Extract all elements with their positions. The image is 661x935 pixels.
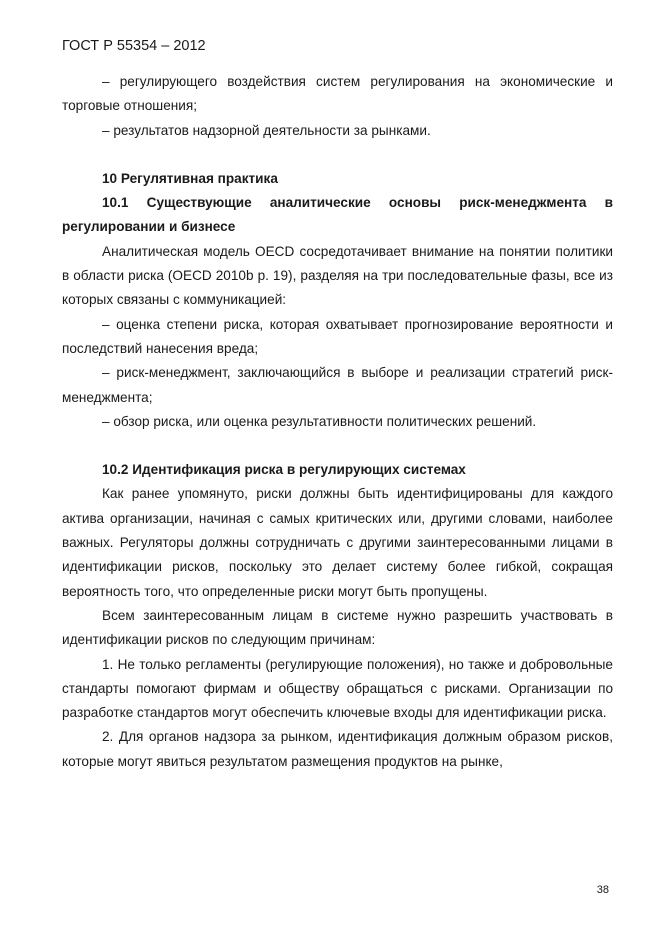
- paragraph: Аналитическая модель OECD сосредотачивает внимание на понятии политики в области риска (OECD 2010b p. 19), разделяя на три последовательные фазы, все из которых связаны с коммуникацией:: [62, 243, 613, 308]
- document-body: [62, 70, 613, 774]
- subsection-heading: 10.1 Существующие аналитические основы риск-менеджмента в регулировании и бизнесе: [62, 195, 613, 235]
- list-item: – оценка степени риска, которая охватывает прогнозирование вероятности и последствий нанесения вреда;: [62, 316, 613, 356]
- subsection-heading: 10.2 Идентификация риска в регулирующих системах: [102, 462, 466, 478]
- list-item: – результатов надзорной деятельности за рынками.: [102, 122, 431, 138]
- paragraph: Как ранее упомянуто, риски должны быть идентифицированы для каждого актива организации, начиная с самых критических или, другими словами, наиболее важных. Регуляторы должны сотрудничать с другими заинтересованными лицами в идентификации рисков, поскольку это делает систему более гибкой, сокращая вероятность того, что определенные риски могут быть пропущены.: [62, 486, 613, 599]
- numbered-item: 1. Не только регламенты (регулирующие положения), но также и добровольные стандарты помогают фирмам и обществу обращаться с рисками. Организации по разработке стандартов могут обеспечить ключевые входы для идентификации риска.: [62, 656, 613, 721]
- document-header: ГОСТ Р 55354 – 2012: [62, 38, 206, 54]
- section-heading: 10 Регулятивная практика: [102, 170, 278, 186]
- numbered-item: 2. Для органов надзора за рынком, идентификация должным образом рисков, которые могут явиться результатом размещения продуктов на рынке,: [62, 729, 613, 769]
- list-item: – обзор риска, или оценка результативности политических решений.: [102, 413, 537, 429]
- paragraph: Всем заинтересованным лицам в системе нужно разрешить участвовать в идентификации рисков по следующим причинам:: [62, 607, 613, 648]
- page-number: 38: [596, 884, 609, 896]
- list-item: – регулирующего воздействия систем регулирования на экономические и торговые отношения;: [62, 74, 613, 114]
- list-item: – риск-менеджмент, заключающийся в выборе и реализации стратегий риск-менеджмента;: [62, 365, 613, 405]
